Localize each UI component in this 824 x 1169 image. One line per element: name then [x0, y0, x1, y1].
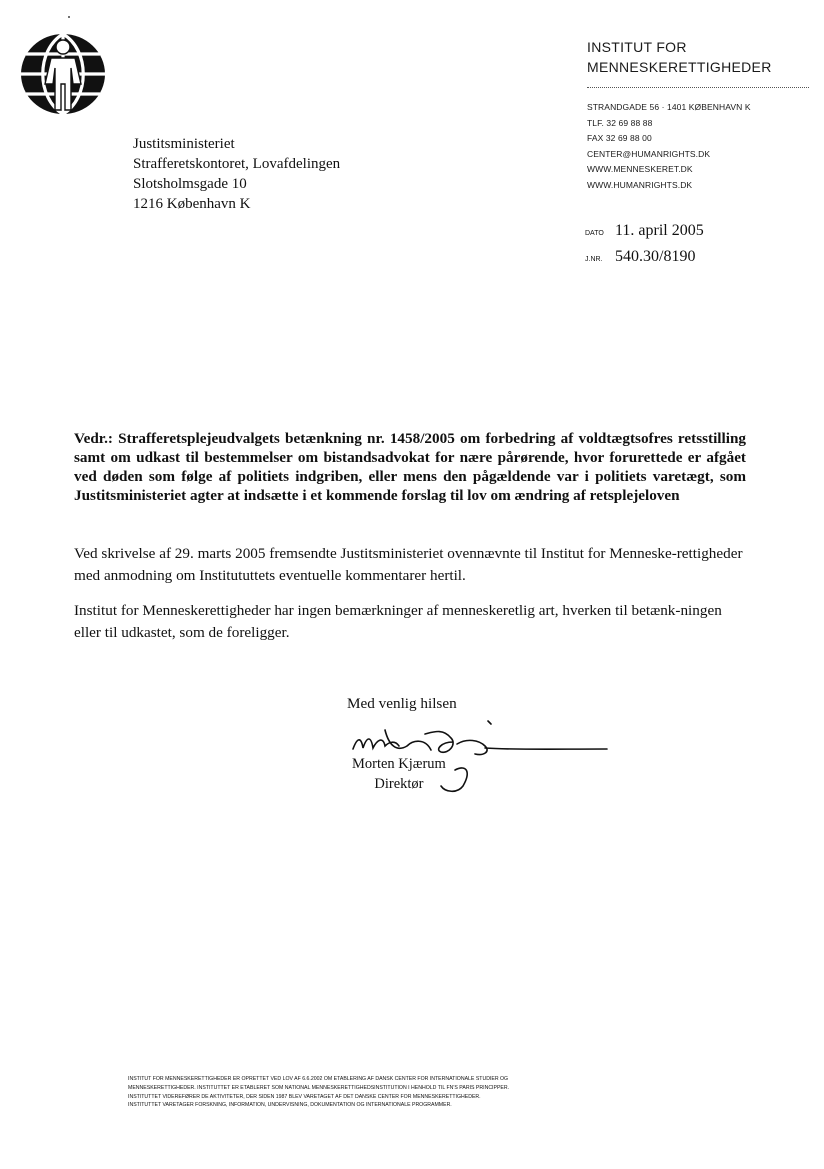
date-row	[585, 222, 704, 248]
organization-name-line2: MENNESKERETTIGHEDER	[587, 59, 772, 75]
signer-title: Direktør	[374, 776, 424, 792]
closing-greeting: Med venlig hilsen	[347, 695, 457, 712]
reference-label: J.NR.	[585, 256, 603, 263]
recipient-address	[133, 134, 340, 214]
recipient-line4: 1216 København K	[133, 196, 251, 212]
footer-note	[128, 1075, 628, 1110]
scan-speck	[68, 16, 70, 18]
subject-line: Vedr.: Strafferetsplejeudvalgets betænkning nr. 1458/2005 om forbedring af voldtægtsofres retsstilling samt om udkast til bestemmelser om bistandsadvokat for nære pårørende, hvor forurettede er afgået ved døden som følge af politiets indgriben, eller mens den pågældende var i politiets varetægt, som Justitsministeriet agter at indsætte i et kommende forslag til lov om ændring af retsplejeloven	[74, 430, 746, 504]
reference-value: 540.30/8190	[615, 248, 696, 265]
email: CENTER@HUMANRIGHTS.DK	[587, 148, 711, 159]
body-paragraph-1: Ved skrivelse af 29. marts 2005 fremsendte Justitsministeriet ovennævnte til Institut for Menneske-rettigheder med anmodning om Institututtets eventuelle kommentarer hertil.	[74, 545, 743, 584]
recipient-line3: Slotsholmsgade 10	[133, 176, 247, 192]
footer-line3: INSTITUTTET VIDEREFØRER DE AKTIVITETER, DER SIDEN 1987 BLEV VARETAGET AF DET DANSKE CENTER FOR MENNESKERETTIGHEDER.	[128, 1093, 481, 1100]
signer-block	[352, 754, 446, 794]
date-value: 11. april 2005	[615, 222, 704, 239]
footer-line2: MENNESKERETTIGHEDER. INSTITUTTET ER ETABLERET SOM NATIONAL MENNESKERETTIGHEDSINSTITUTION I HENHOLD TIL FN'S PARIS PRINCIPPER.	[128, 1084, 510, 1091]
contact-block	[587, 100, 807, 193]
recipient-line2: Strafferetskontoret, Lovafdelingen	[133, 156, 341, 172]
organization-name	[587, 37, 797, 77]
footer-line4: INSTITUTTET VARETAGER FORSKNING, INFORMATION, UNDERVISNING, DOKUMENTATION OG INTERNATIONALE PROGRAMMER.	[128, 1102, 452, 1109]
website-1: WWW.MENNESKERET.DK	[587, 164, 693, 174]
body-paragraph-2: Institut for Menneskerettigheder har ingen bemærkninger af menneskeretlig art, hverken til betænk-ningen eller til udkastet, som de foreligger.	[74, 602, 722, 641]
address: STRANDGADE 56 · 1401 KØBENHAVN K	[587, 102, 751, 112]
date-label: DATO	[585, 230, 604, 237]
reference-row	[585, 248, 704, 274]
footer-line1: INSTITUT FOR MENNESKERETTIGHEDER ER OPRETTET VED LOV AF 6.6.2002 OM ETABLERING AF DANSK CENTER FOR INTERNATIONALE STUDIER OG	[128, 1076, 509, 1082]
institute-logo-icon	[18, 32, 108, 116]
website-2: WWW.HUMANRIGHTS.DK	[587, 179, 693, 190]
letter-meta	[585, 222, 704, 274]
signer-name: Morten Kjærum	[352, 756, 446, 772]
organization-name-line1: INSTITUT FOR	[587, 39, 687, 55]
phone: TLF. 32 69 88 88	[587, 117, 653, 128]
fax: FAX 32 69 88 00	[587, 133, 652, 143]
letterhead-divider	[587, 87, 809, 88]
recipient-line1: Justitsministeriet	[133, 136, 235, 152]
